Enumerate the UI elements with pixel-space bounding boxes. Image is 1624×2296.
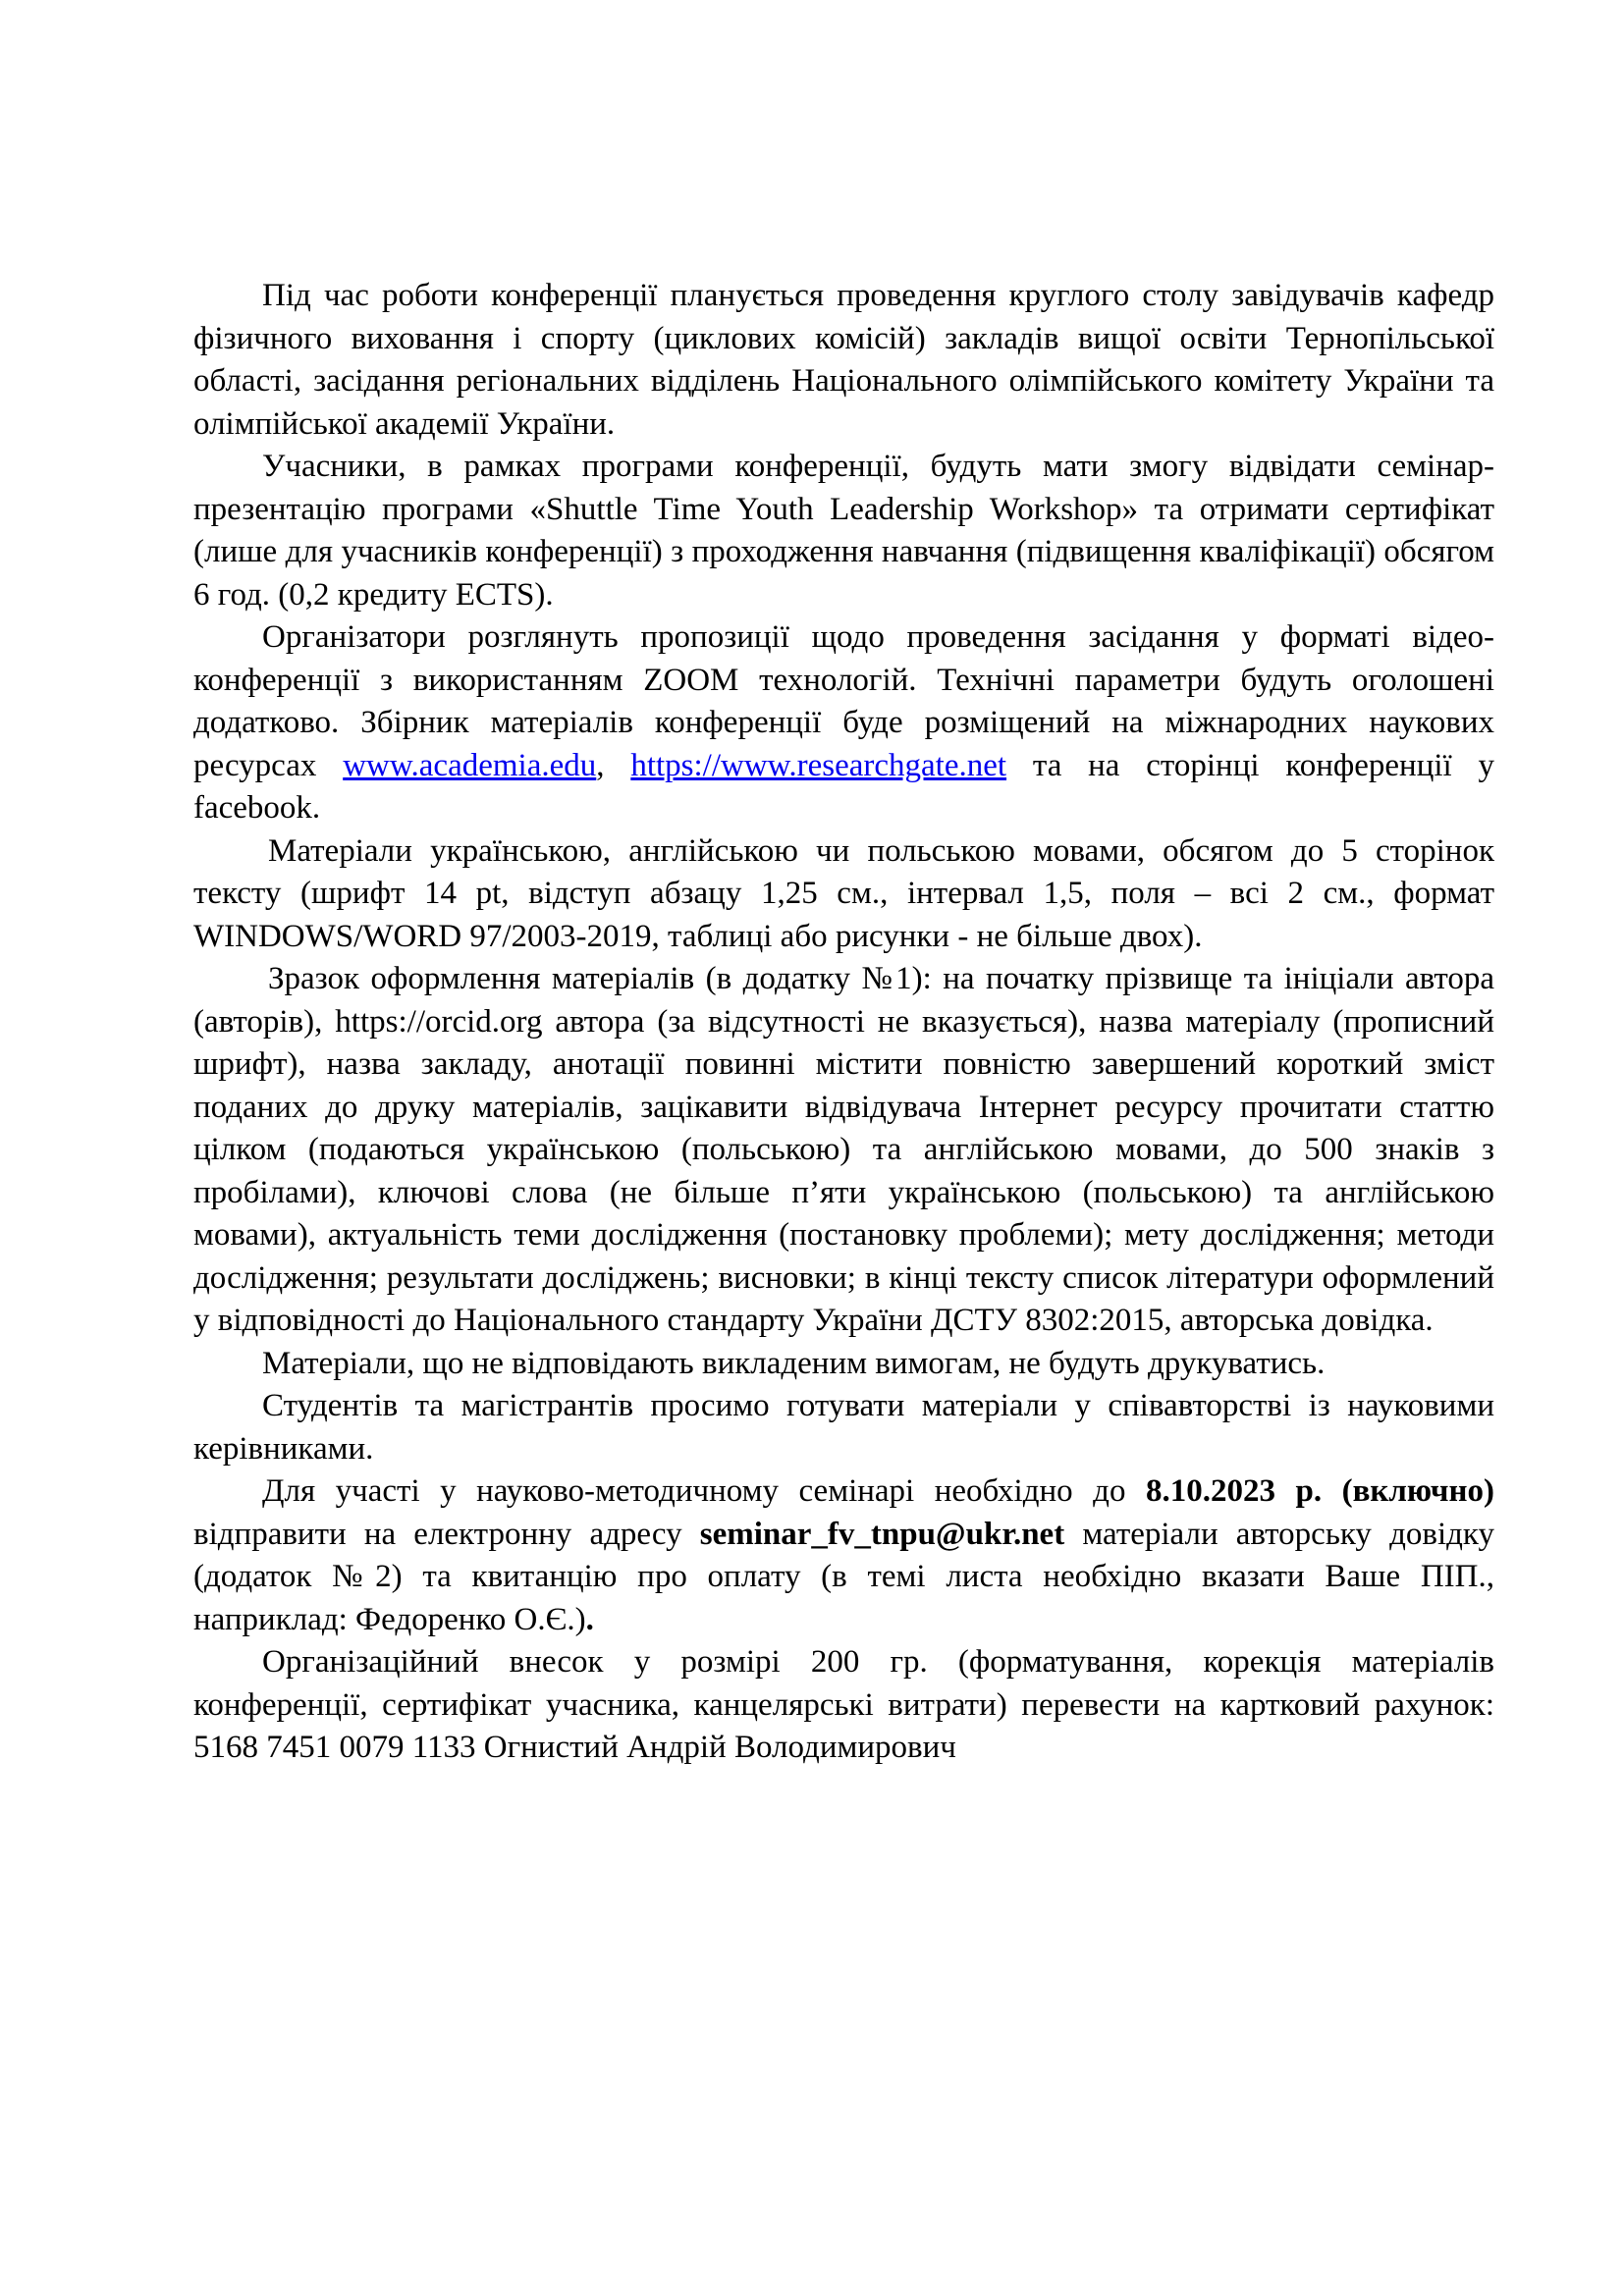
link-researchgate[interactable]: https://www.researchgate.net (630, 747, 1007, 783)
paragraph-students-coauthors: Студентів та магістрантів просимо готувати матеріали у співавторстві із науковими керівниками. (193, 1388, 1494, 1467)
paragraph-submission (193, 1470, 1494, 1641)
paragraph-organizers-tail: та на сторінці конференції у facebook. (193, 747, 1494, 826)
paragraph-round-table: Під час роботи конференції планується проведення круглого столу завідувачів кафедр фізичного виховання і спорту (циклових комісій) закладів вищої освіти Тернопільської області, засідання регіональних відділень Національного олімпійського комітету України та олімпійської академії України. (193, 278, 1494, 442)
submission-details: матеріали авторську довідку (додаток №2) та квитанцію про оплату (в темі листа необхідно вказати Ваше ПІП., наприклад: Федоренко О.Є.) (193, 1516, 1494, 1637)
link-academia[interactable]: www.academia.edu (343, 747, 597, 783)
paragraph-sample-layout: Зразок оформлення матеріалів (в додатку №1): на початку прізвище та ініціали автора (авторів), https://orcid.org автора (за відсутності не вказується), назва матеріалу (прописний шрифт), назва закладу, анотації повинні містити повністю завершений короткий зміст поданих до друку матеріалів, зацікавити відвідувача Інтернет ресурсу прочитати статтю цілком (подаються українською (польською) та англійською мовами, до 500 знаків з пробілами), ключові слова (не більше п’яти українською (польською) та англійською мовами), актуальність теми дослідження (постановку проблеми); мету дослідження; методи дослідження; результати досліджень; висновки; в кінці тексту список літератури оформлений у відповідності до Національного стандарту України ДСТУ 8302:2015, авторська довідка. (193, 961, 1494, 1338)
submission-email[interactable]: seminar_fv_tnpu@ukr.net (699, 1516, 1065, 1552)
link-separator: , (596, 747, 631, 783)
paragraph-materials-format: Матеріали українською, англійською чи польською мовами, обсягом до 5 сторінок тексту (шрифт 14 pt, відступ абзацу 1,25 см., інтервал 1,5, поля – всі 2 см., формат WINDOWS/WORD 97/2003-2019, таблиці або рисунки - не більше двох). (193, 832, 1494, 954)
paragraph-organizers-text: Організатори розглянуть пропозиції щодо проведення засідання у форматі відео-конференції з використанням ZOOM технологій. Технічні параметри будуть оголошені додатково. Збірник матеріалів конференції буде розміщений на міжнародних наукових ресурсах (193, 619, 1494, 783)
paragraph-participants-workshop: Учасники, в рамках програми конференції, будуть мати змогу відвідати семінар-презентацію програми «Shuttle Time Youth Leadership Workshop» та отримати сертифікат (лише для учасників конференції) з проходження навчання (підвищення кваліфікації) обсягом 6 год. (0,2 кредиту ECTS). (193, 449, 1494, 613)
submission-deadline: 8.10.2023 р. (включно) (1145, 1473, 1494, 1509)
paragraph-requirements-warning: Матеріали, що не відповідають викладеним вимогам, не будуть друкуватись. (262, 1345, 1326, 1381)
paragraph-fee-payment: Організаційний внесок у розмірі 200 гр. (форматування, корекція матеріалів конференції, сертифікат учасника, канцелярські витрати) перевести на картковий рахунок: 5168 7451 0079 1133 Огнистий Андрій Володимирович (193, 1644, 1494, 1765)
submission-send-to: відправити на електронну адресу (193, 1516, 700, 1552)
submission-end-period: . (585, 1601, 594, 1637)
submission-intro: Для участі у науково-методичному семінарі необхідно до (262, 1473, 1146, 1509)
paragraph-organizers-zoom (193, 616, 1494, 830)
document-body (193, 275, 1494, 1770)
